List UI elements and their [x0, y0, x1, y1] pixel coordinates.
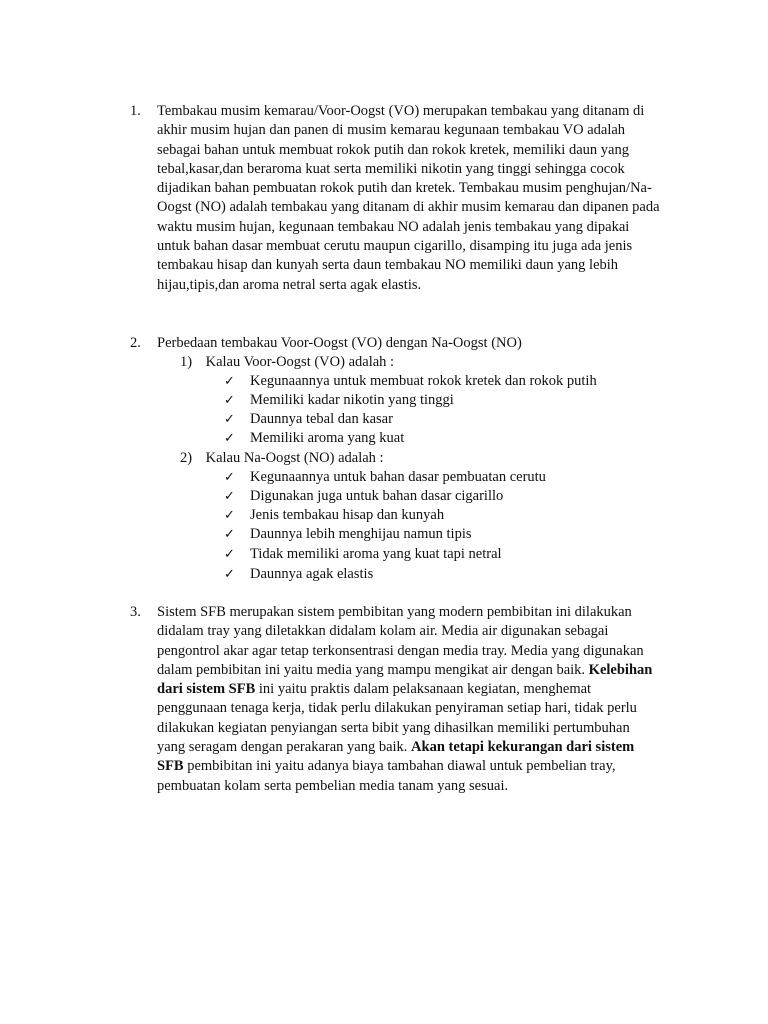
check-text: Kegunaannya untuk membuat rokok kretek dan rokok putih: [250, 373, 597, 389]
check-item: [224, 410, 393, 429]
sub-label: Kalau Voor-Oogst (VO) adalah :: [205, 354, 395, 370]
check-item: [224, 525, 472, 544]
list-number: 3.: [130, 604, 141, 620]
text-run: Sistem SFB merupakan sistem pembibitan yang modern pembibitan ini dilakukan didalam tray yang diletakkan didalam kolam air. Media air digunakan sebagai pengontrol akar agar tetap terkonsentrasi dengan media tray. Media yang digunakan dalam pembibitan ini yaitu media yang mampu mengikat air dengan baik.: [157, 604, 644, 678]
check-icon: ✓: [224, 489, 235, 504]
check-icon: ✓: [224, 374, 235, 389]
sub-label: Kalau Na-Oogst (NO) adalah :: [205, 450, 384, 466]
check-item: [224, 545, 502, 564]
list-item-3: [130, 603, 660, 796]
check-icon: ✓: [224, 431, 235, 446]
check-icon: ✓: [224, 508, 235, 523]
check-text: Memiliki aroma yang kuat: [250, 430, 405, 446]
check-item: [224, 468, 546, 487]
check-text: Tidak memiliki aroma yang kuat tapi netral: [250, 546, 502, 562]
bold-phrase: Akan tetapi kekurangan dari sistem SFB: [157, 739, 635, 775]
list-number: 1.: [130, 103, 141, 119]
check-icon: ✓: [224, 547, 235, 562]
check-icon: ✓: [224, 412, 235, 427]
check-icon: ✓: [224, 567, 235, 582]
check-text: Daunnya lebih menghijau namun tipis: [250, 526, 472, 542]
check-text: Kegunaannya untuk bahan dasar pembuatan cerutu: [250, 469, 546, 485]
check-item: [224, 391, 454, 410]
bold-phrase: Kelebihan dari sistem SFB: [157, 661, 653, 698]
list-number: 2.: [130, 335, 141, 351]
text-run: ini yaitu praktis dalam pelaksanaan kegiatan, menghemat penggunaan tenaga kerja, tidak perlu dilakukan penyiraman setiap hari, tidak perlu dilakukan kegiatan penyiangan serta bibit yang dihasilkan memiliki pertumbuhan yang seragam dengan perakaran yang baik.: [157, 681, 637, 756]
check-item: [224, 372, 597, 391]
list-item-2: [130, 334, 660, 353]
check-icon: ✓: [224, 527, 235, 542]
check-icon: ✓: [224, 393, 235, 408]
text-run: pembibitan ini yaitu adanya biaya tambahan diawal untuk pembelian tray, pembuatan kolam serta pembelian media tanam yang sesuai.: [157, 758, 616, 794]
sub-item-no: [180, 449, 384, 468]
sub-item-vo: [180, 353, 394, 372]
paragraph: Tembakau musim kemarau/Voor-Oogst (VO) merupakan tembakau yang ditanam di akhir musim hujan dan panen di musim kemarau kegunaan tembakau VO adalah sebagai bahan untuk membuat rokok putih dan rokok kretek, memiliki daun yang tebal,kasar,dan beraroma kuat serta memiliki nikotin yang tinggi sehingga cocok dijadikan bahan pembuatan rokok putih dan kretek. Tembakau musim penghujan/Na-Oogst (NO) adalah tembakau yang ditanam di akhir musim kemarau dan dipanen pada waktu musim hujan, kegunaan tembakau NO adalah jenis tembakau yang dipakai untuk bahan dasar membuat cerutu maupun cigarillo, disamping itu juga ada jenis tembakau hisap dan kunyah serta daun tembakau NO memiliki daun yang lebih hijau,tipis,dan aroma netral serta agak elastis.: [157, 103, 660, 293]
check-text: Daunnya agak elastis: [250, 566, 374, 582]
check-item: [224, 506, 444, 525]
paragraph: [157, 603, 660, 796]
sub-number: 2): [180, 450, 193, 466]
paragraph: Perbedaan tembakau Voor-Oogst (VO) dengan Na-Oogst (NO): [157, 335, 522, 351]
check-text: Daunnya tebal dan kasar: [250, 411, 393, 427]
list-item-1: [130, 102, 660, 295]
sub-number: 1): [180, 354, 193, 370]
check-item: [224, 565, 373, 584]
check-text: Digunakan juga untuk bahan dasar cigarillo: [250, 488, 504, 504]
check-item: [224, 487, 503, 506]
check-icon: ✓: [224, 470, 235, 485]
check-text: Memiliki kadar nikotin yang tinggi: [250, 392, 454, 408]
check-text: Jenis tembakau hisap dan kunyah: [250, 507, 445, 523]
check-item: [224, 429, 404, 448]
